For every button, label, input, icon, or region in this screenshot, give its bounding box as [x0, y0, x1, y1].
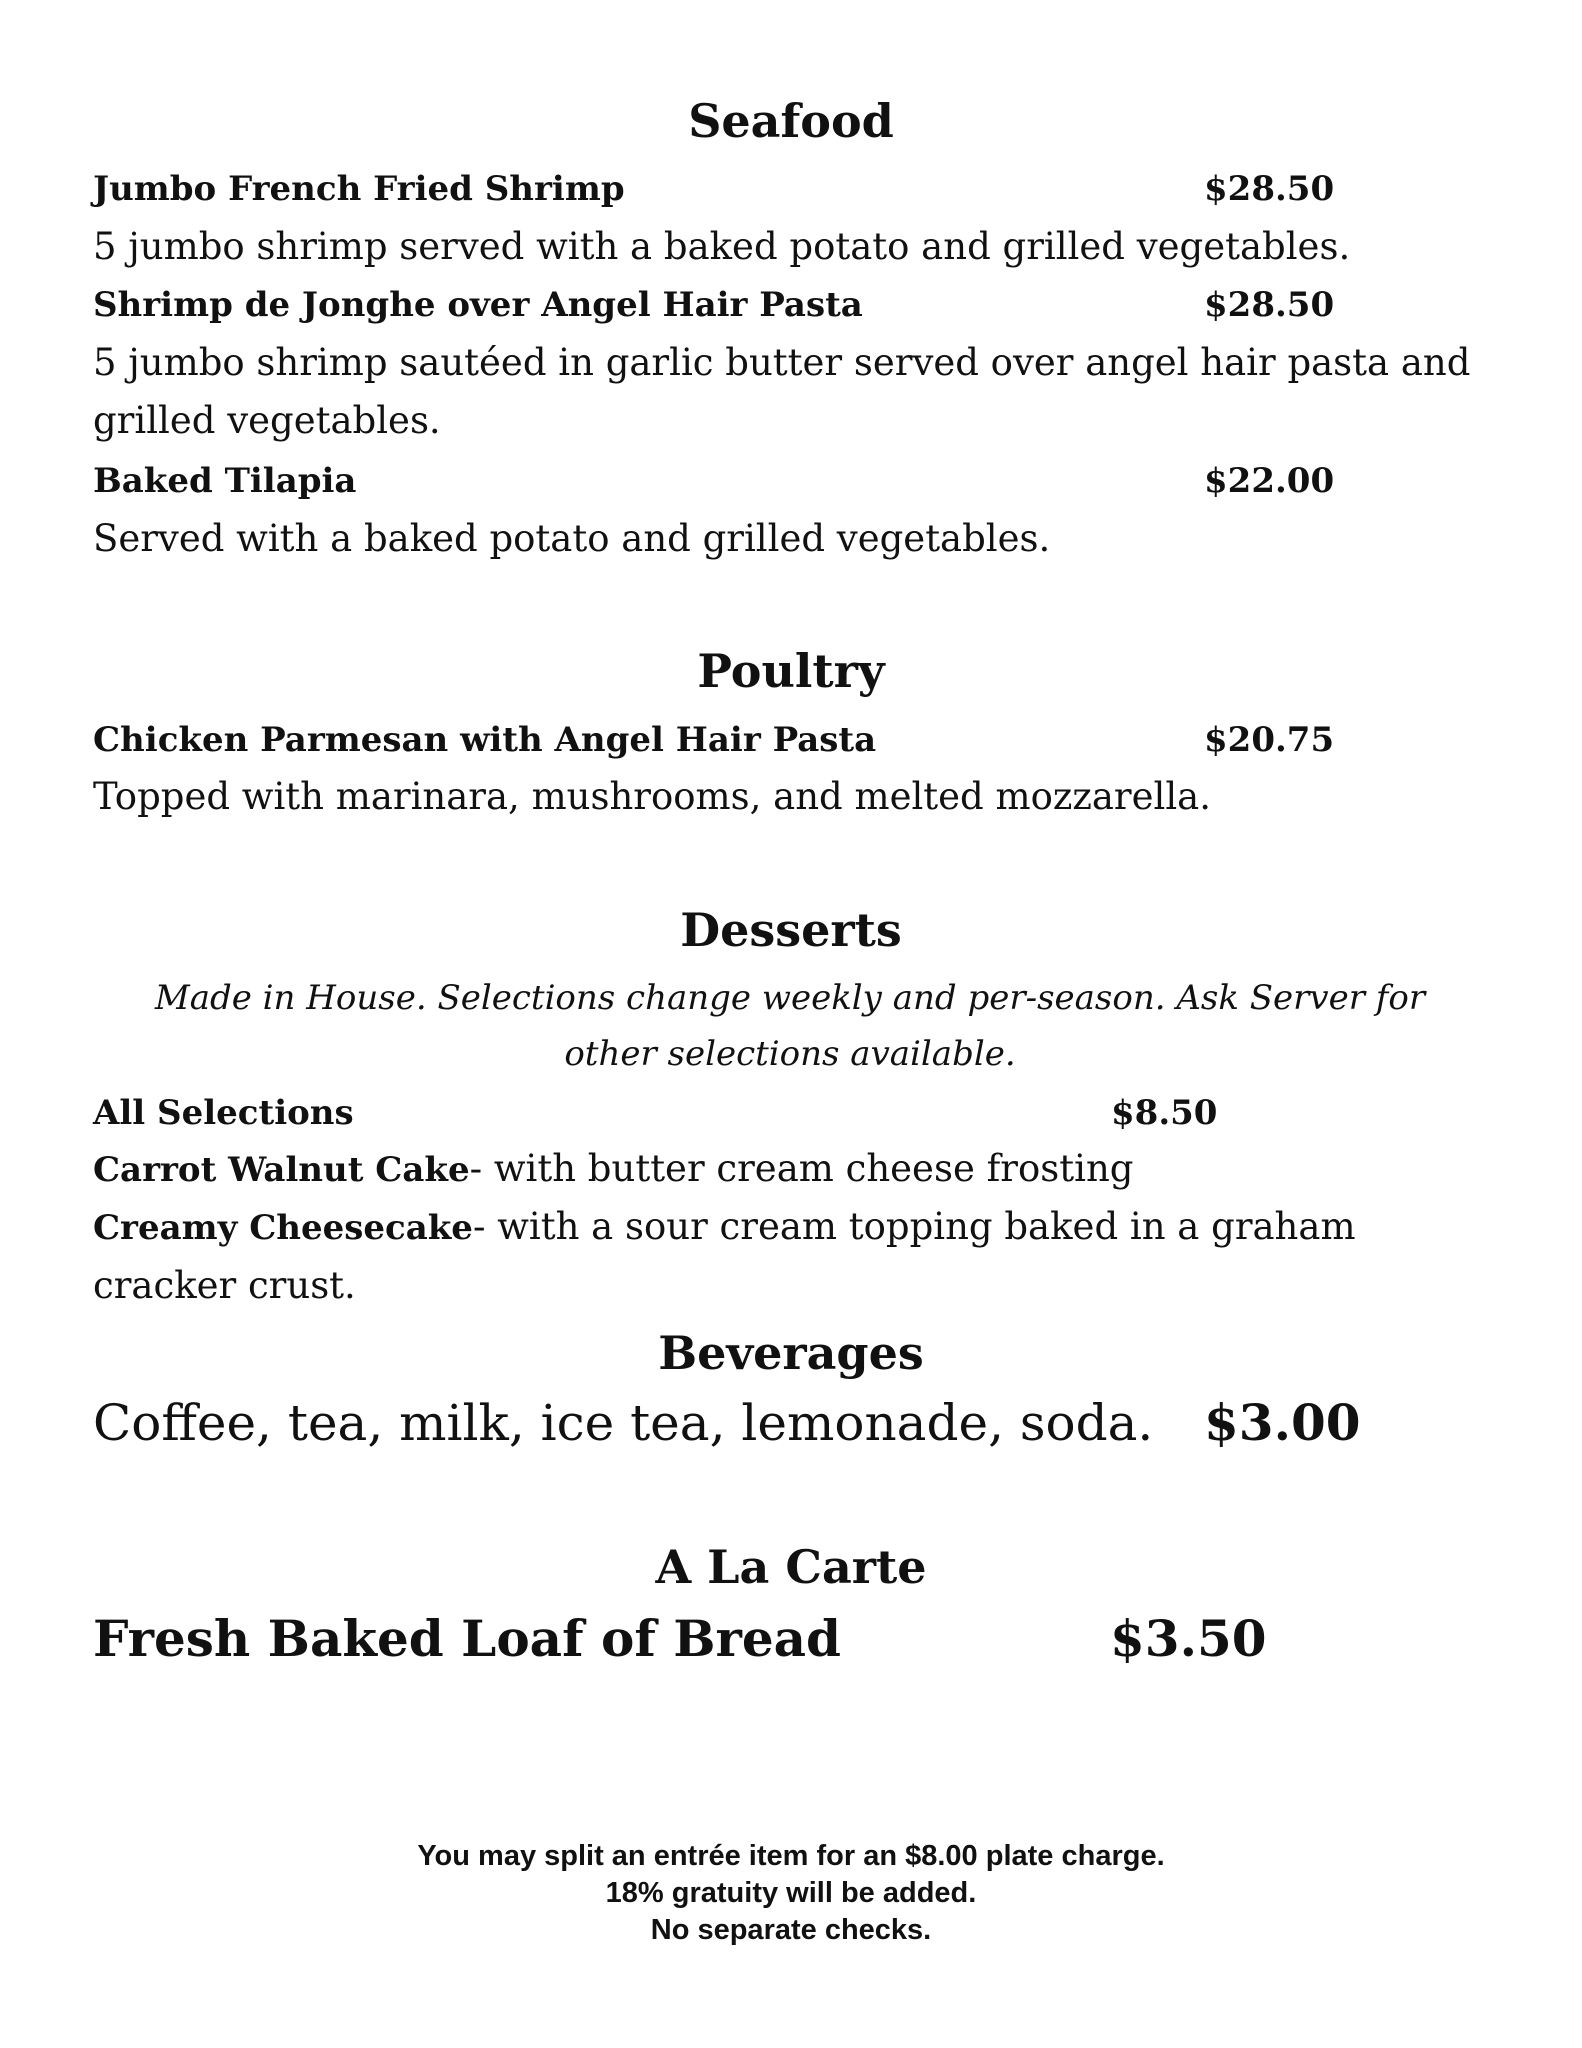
footer-notes: [0, 1838, 1582, 1949]
a-la-carte-item-name: Fresh Baked Loaf of Bread: [93, 1609, 842, 1668]
poultry-heading: Poultry: [697, 644, 885, 698]
dessert-item: [93, 1140, 1493, 1199]
desserts-heading: Desserts: [680, 903, 902, 957]
menu-item-description: 5 jumbo shrimp sautéed in garlic butter served over angel hair pasta and grilled vegetables.: [93, 341, 1471, 442]
a-la-carte-item-price: $3.50: [1110, 1609, 1267, 1668]
menu-item-name: Shrimp de Jonghe over Angel Hair Pasta: [93, 285, 863, 325]
menu-item-description: Served with a baked potato and grilled vegetables.: [93, 517, 1051, 560]
a-la-carte-heading: A La Carte: [655, 1540, 927, 1594]
menu-item-price: $28.50: [1204, 169, 1335, 209]
dessert-item: [93, 1198, 1493, 1315]
menu-item-name: Jumbo French Fried Shrimp: [93, 169, 625, 209]
beverages-price: $3.00: [1204, 1393, 1361, 1452]
menu-item-price: $22.00: [1204, 461, 1335, 501]
dessert-item-name: Carrot Walnut Cake: [93, 1150, 470, 1190]
beverages-heading: Beverages: [658, 1326, 924, 1380]
all-selections-price: $8.50: [1111, 1093, 1218, 1133]
dessert-item-description: - with butter cream cheese frosting: [469, 1147, 1134, 1190]
menu-item-name: Chicken Parmesan with Angel Hair Pasta: [93, 720, 877, 760]
menu-item-name: Baked Tilapia: [93, 461, 357, 501]
menu-item-price: $20.75: [1204, 720, 1335, 760]
menu-item-description: Topped with marinara, mushrooms, and melted mozzarella.: [93, 775, 1211, 818]
footer-line-gratuity: 18% gratuity will be added.: [605, 1877, 977, 1909]
footer-line-split-charge: You may split an entrée item for an $8.00 plate charge.: [417, 1840, 1165, 1872]
footer-line-checks: No separate checks.: [650, 1914, 932, 1946]
dessert-item-description: - with a sour cream topping baked in a graham cracker crust.: [93, 1205, 1356, 1307]
menu-item-description: 5 jumbo shrimp served with a baked potato and grilled vegetables.: [93, 225, 1351, 268]
seafood-heading: Seafood: [688, 94, 894, 148]
dessert-item-name: Creamy Cheesecake: [93, 1208, 473, 1248]
desserts-note: Made in House. Selections change weekly and per-season. Ask Server for other selections available.: [154, 978, 1426, 1074]
beverages-text: Coffee, tea, milk, ice tea, lemonade, soda.: [93, 1394, 1154, 1452]
menu-item-price: $28.50: [1204, 285, 1335, 325]
all-selections-label: All Selections: [93, 1093, 354, 1133]
